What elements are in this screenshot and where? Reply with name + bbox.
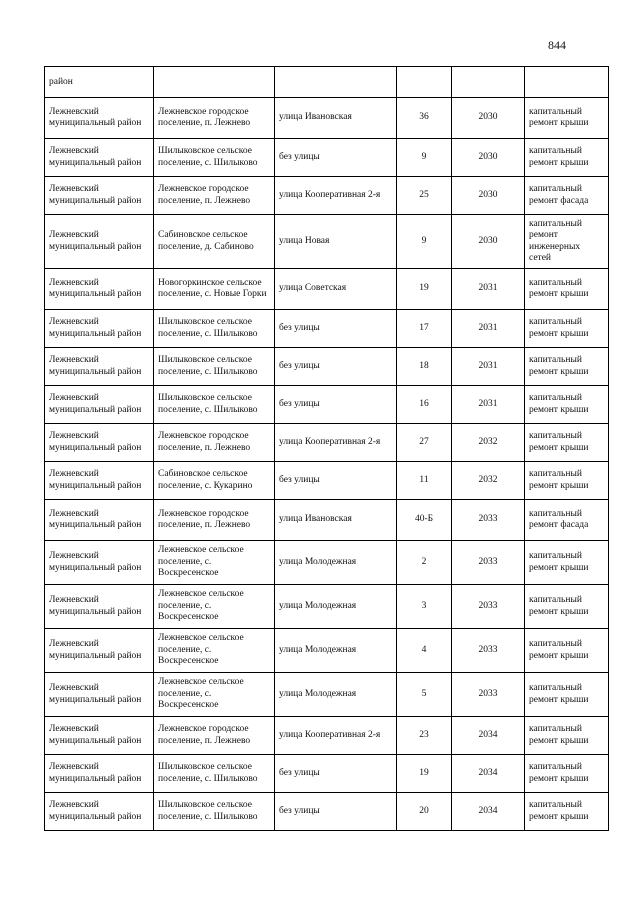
cell-street: без улицы (275, 793, 397, 831)
table-row (45, 500, 609, 541)
cell-house (397, 67, 452, 98)
table-row (45, 462, 609, 500)
cell-work: капитальный ремонт инженерных сетей (525, 215, 609, 269)
cell-settlement: Лежневское сельское поселение, с. Воскресенское (154, 673, 275, 717)
cell-street: улица Молодежная (275, 629, 397, 673)
cell-house: 5 (397, 673, 452, 717)
cell-year: 2031 (452, 269, 525, 310)
cell-house: 20 (397, 793, 452, 831)
cell-year: 2033 (452, 500, 525, 541)
cell-work: капитальный ремонт фасада (525, 177, 609, 215)
cell-settlement: Сабиновское сельское поселение, д. Сабиново (154, 215, 275, 269)
cell-house: 23 (397, 717, 452, 755)
cell-street: без улицы (275, 755, 397, 793)
cell-district: Лежневский муниципальный район (45, 215, 154, 269)
cell-year: 2030 (452, 98, 525, 139)
cell-street: улица Молодежная (275, 673, 397, 717)
cell-district: Лежневский муниципальный район (45, 462, 154, 500)
cell-street: улица Ивановская (275, 500, 397, 541)
cell-street: улица Новая (275, 215, 397, 269)
table-body (45, 67, 609, 831)
cell-year: 2033 (452, 673, 525, 717)
cell-settlement: Лежневское сельское поселение, с. Воскресенское (154, 541, 275, 585)
cell-settlement: Лежневское городское поселение, п. Лежнево (154, 424, 275, 462)
table-row (45, 386, 609, 424)
cell-street: улица Советская (275, 269, 397, 310)
cell-house: 18 (397, 348, 452, 386)
cell-settlement: Новогоркинское сельское поселение, с. Новые Горки (154, 269, 275, 310)
cell-settlement: Шилыковское сельское поселение, с. Шилыково (154, 139, 275, 177)
cell-house: 36 (397, 98, 452, 139)
table-row (45, 177, 609, 215)
cell-work: капитальный ремонт крыши (525, 139, 609, 177)
cell-work: капитальный ремонт крыши (525, 269, 609, 310)
cell-district: Лежневский муниципальный район (45, 755, 154, 793)
cell-work: капитальный ремонт крыши (525, 629, 609, 673)
cell-settlement: Лежневское сельское поселение, с. Воскресенское (154, 585, 275, 629)
cell-settlement: Лежневское городское поселение, п. Лежнево (154, 177, 275, 215)
cell-year: 2033 (452, 629, 525, 673)
cell-district: Лежневский муниципальный район (45, 348, 154, 386)
cell-year: 2034 (452, 793, 525, 831)
cell-street: без улицы (275, 310, 397, 348)
cell-year: 2034 (452, 755, 525, 793)
cell-work: капитальный ремонт крыши (525, 310, 609, 348)
cell-settlement (154, 67, 275, 98)
table-row (45, 585, 609, 629)
cell-work: капитальный ремонт крыши (525, 673, 609, 717)
cell-settlement: Лежневское городское поселение, п. Лежнево (154, 717, 275, 755)
table-row (45, 673, 609, 717)
cell-settlement: Шилыковское сельское поселение, с. Шилыково (154, 386, 275, 424)
table-row (45, 139, 609, 177)
cell-district: Лежневский муниципальный район (45, 139, 154, 177)
cell-district: Лежневский муниципальный район (45, 386, 154, 424)
cell-settlement: Сабиновское сельское поселение, с. Кукарино (154, 462, 275, 500)
cell-house: 17 (397, 310, 452, 348)
cell-house: 19 (397, 269, 452, 310)
cell-street: улица Кооперативная 2-я (275, 424, 397, 462)
cell-house: 3 (397, 585, 452, 629)
cell-year: 2032 (452, 424, 525, 462)
cell-district: Лежневский муниципальный район (45, 541, 154, 585)
cell-district: Лежневский муниципальный район (45, 629, 154, 673)
table-row (45, 717, 609, 755)
table-row (45, 755, 609, 793)
cell-settlement: Шилыковское сельское поселение, с. Шилыково (154, 793, 275, 831)
cell-house: 2 (397, 541, 452, 585)
cell-year: 2030 (452, 215, 525, 269)
table-row (45, 98, 609, 139)
cell-house: 25 (397, 177, 452, 215)
cell-district: Лежневский муниципальный район (45, 717, 154, 755)
cell-settlement: Шилыковское сельское поселение, с. Шилыково (154, 348, 275, 386)
cell-street: улица Ивановская (275, 98, 397, 139)
table-row (45, 793, 609, 831)
cell-work: капитальный ремонт фасада (525, 500, 609, 541)
cell-street (275, 67, 397, 98)
cell-house: 40-Б (397, 500, 452, 541)
cell-street: без улицы (275, 139, 397, 177)
housing-repair-table (44, 66, 609, 831)
cell-district: Лежневский муниципальный район (45, 673, 154, 717)
cell-settlement: Лежневское сельское поселение, с. Воскресенское (154, 629, 275, 673)
table-row-continued (45, 67, 609, 98)
cell-year: 2030 (452, 177, 525, 215)
cell-street: улица Молодежная (275, 541, 397, 585)
cell-year: 2032 (452, 462, 525, 500)
cell-year: 2031 (452, 348, 525, 386)
cell-work: капитальный ремонт крыши (525, 541, 609, 585)
cell-district: Лежневский муниципальный район (45, 793, 154, 831)
cell-house: 19 (397, 755, 452, 793)
cell-district: Лежневский муниципальный район (45, 98, 154, 139)
cell-work: капитальный ремонт крыши (525, 717, 609, 755)
cell-house: 11 (397, 462, 452, 500)
cell-year: 2033 (452, 585, 525, 629)
table-row (45, 348, 609, 386)
cell-street: без улицы (275, 386, 397, 424)
cell-house: 9 (397, 215, 452, 269)
table-row (45, 310, 609, 348)
cell-house: 4 (397, 629, 452, 673)
cell-work: капитальный ремонт крыши (525, 424, 609, 462)
cell-work: капитальный ремонт крыши (525, 585, 609, 629)
cell-work: капитальный ремонт крыши (525, 386, 609, 424)
cell-settlement: Лежневское городское поселение, п. Лежнево (154, 500, 275, 541)
cell-street: без улицы (275, 462, 397, 500)
table-row (45, 629, 609, 673)
cell-work: капитальный ремонт крыши (525, 755, 609, 793)
cell-street: улица Кооперативная 2-я (275, 177, 397, 215)
cell-street: без улицы (275, 348, 397, 386)
cell-settlement: Лежневское городское поселение, п. Лежнево (154, 98, 275, 139)
cell-year: 2033 (452, 541, 525, 585)
cell-street: улица Молодежная (275, 585, 397, 629)
table-row (45, 424, 609, 462)
cell-district: Лежневский муниципальный район (45, 585, 154, 629)
table-row (45, 269, 609, 310)
cell-work: капитальный ремонт крыши (525, 793, 609, 831)
cell-year (452, 67, 525, 98)
cell-district: Лежневский муниципальный район (45, 177, 154, 215)
cell-street: улица Кооперативная 2-я (275, 717, 397, 755)
cell-house: 9 (397, 139, 452, 177)
cell-district: Лежневский муниципальный район (45, 310, 154, 348)
table-row (45, 215, 609, 269)
cell-district: район (45, 67, 154, 98)
cell-district: Лежневский муниципальный район (45, 424, 154, 462)
cell-year: 2030 (452, 139, 525, 177)
table-row (45, 541, 609, 585)
cell-year: 2031 (452, 386, 525, 424)
page-number: 844 (548, 38, 566, 52)
cell-year: 2034 (452, 717, 525, 755)
cell-work (525, 67, 609, 98)
cell-house: 27 (397, 424, 452, 462)
cell-district: Лежневский муниципальный район (45, 269, 154, 310)
cell-settlement: Шилыковское сельское поселение, с. Шилыково (154, 755, 275, 793)
cell-work: капитальный ремонт крыши (525, 98, 609, 139)
cell-year: 2031 (452, 310, 525, 348)
cell-settlement: Шилыковское сельское поселение, с. Шилыково (154, 310, 275, 348)
cell-district: Лежневский муниципальный район (45, 500, 154, 541)
cell-work: капитальный ремонт крыши (525, 462, 609, 500)
cell-house: 16 (397, 386, 452, 424)
cell-work: капитальный ремонт крыши (525, 348, 609, 386)
